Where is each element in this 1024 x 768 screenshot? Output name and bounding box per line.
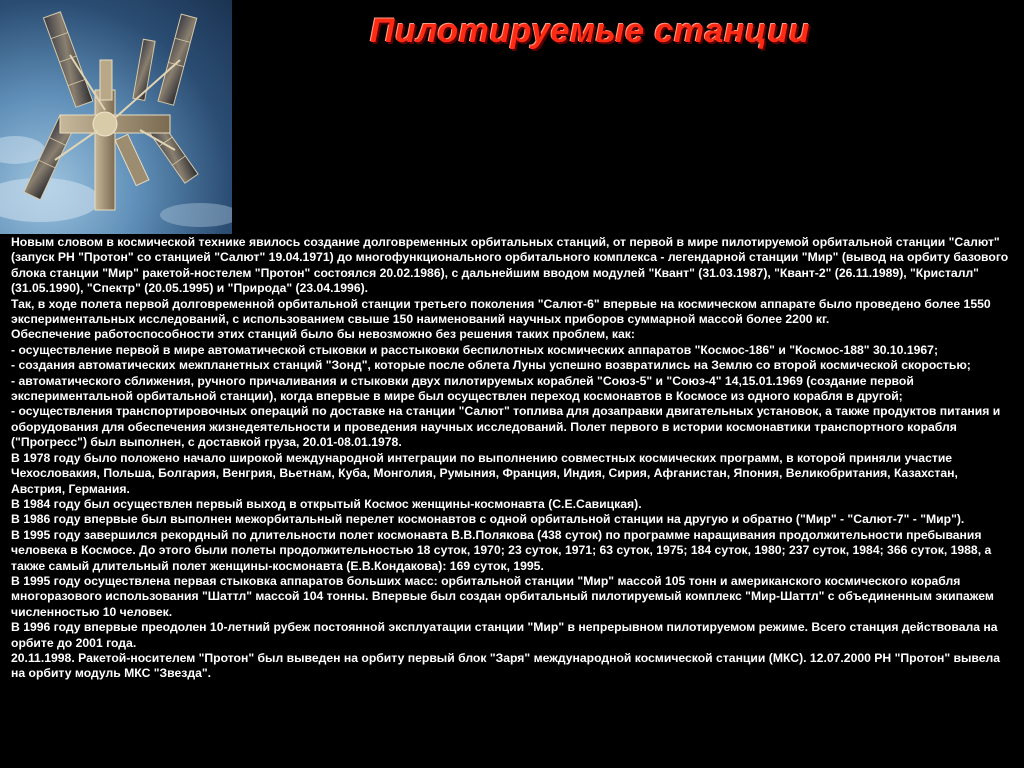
page-title: Пилотируемые станции <box>369 12 811 50</box>
paragraph: В 1986 году впервые был выполнен межорбитальный перелет космонавтов с одной орбитальной станции на другую и обратно ("Мир" - "Салют-7" - "Мир"). <box>11 512 965 527</box>
paragraph: В 1996 году впервые преодолен 10-летний рубеж постоянной эксплуатации станции "Мир" в непрерывном пилотируемом режиме. Всего станция действовала на орбите до 2001 года. <box>11 620 998 650</box>
paragraph: В 1995 году завершился рекордный по длительности полет космонавта В.В.Полякова (438 суток) по программе наращивания продолжительности пребывания человека в Космосе. До этого были полеты продолжительностью 18 суток, 1970; 23 суток, 1971; 63 суток, 1975; 184 суток, 1980; 237 суток, 1984; 366 суток, 1988, а также самый длительный полет женщины-космонавта (Е.В.Кондакова): 169 суток, 1995. <box>11 527 992 573</box>
paragraph: - осуществление первой в мире автоматической стыковки и расстыковки беспилотных космических аппаратов "Космос-186" и "Космос-188" 30.10.1967; <box>11 342 939 357</box>
paragraph: В 1978 году было положено начало широкой международной интеграции по выполнению совместных космических программ, в которой приняли участие Чехословакия, Польша, Болгария, Венгрия, Вьетнам, Куба, Монголия, Румыния, Франция, Индия, Сирия, Афганистан, Япония, Великобритания, Казахстан, Австрия, Германия. <box>11 450 958 496</box>
paragraph: - автоматического сближения, ручного причаливания и стыковки двух пилотируемых кораблей "Союз-5" и "Союз-4" 14,15.01.1969 (создание первой экспериментальной орбитальной станции), когда впервые в мире был осуществлен переход космонавтов в Космосе из одного корабля в другой; <box>11 373 914 404</box>
paragraph: Новым словом в космической технике явилось создание долговременных орбитальных станций, от первой в мире пилотируемой орбитальной станции "Салют" (запуск РН "Протон" со станцией "Салют" 19.04.1971) до многофункционального орбитального комплекса - легендарной станции "Мир" (вывод на орбиту базового блока станции "Мир" ракетой-ностелем "Протон" состоялся 20.02.1986), с дальнейшим вводом модулей "Квант" (31.03.1987), "Квант-2" (26.11.1989), "Кристалл" (31.05.1990), "Спектр" (20.05.1995) и "Природа" (23.04.1996). <box>11 235 1009 296</box>
space-station-icon <box>0 0 232 234</box>
paragraph: В 1984 году был осуществлен первый выход в открытый Космос женщины-космонавта (С.Е.Савицкая). <box>11 496 642 511</box>
paragraph: - создания автоматических межпланетных станций "Зонд", которые после облета Луны успешно возвратились на Землю со второй космической скоростью; <box>11 358 971 373</box>
paragraph: Обеспечение работоспособности этих станций было бы невозможно без решения таких проблем, как: <box>11 327 635 342</box>
paragraph: 20.11.1998. Ракетой-носителем "Протон" был выведен на орбиту первый блок "Заря" международной космической станции (МКС). 12.07.2000 РН "Протон" вывела на орбиту модуль МКС "Звезда". <box>11 650 1001 681</box>
paragraph: Так, в ходе полета первой долговременной орбитальной станции третьего поколения "Салют-6" впервые на космическом аппарате было проведено более 1550 экспериментальных исследований, с использованием свыше 150 наименований научных приборов суммарной массой более 2200 кг. <box>11 296 991 327</box>
paragraph: В 1995 году осуществлена первая стыковка аппаратов больших масс: орбитальной станции "Мир" массой 105 тонн и американского космического корабля многоразового использования "Шаттл" массой 104 тонны. Впервые был создан орбитальный пилотируемый комплекс "Мир-Шаттл" с объединенным экипажем численностью 10 человек. <box>11 573 994 619</box>
body-text <box>11 235 1014 682</box>
space-station-photo <box>0 0 232 234</box>
paragraph: - осуществления транспортировочных операций по доставке на станции "Салют" топлива для дозаправки двигательных установок, а также продуктов питания и оборудования для обеспечения жизнедеятельности и проведения научных исследований. Полет первого в истории космонавтики транспортного корабля ("Прогресс") был выполнен, с доставкой груза, 20.01-08.01.1978. <box>11 404 1001 450</box>
